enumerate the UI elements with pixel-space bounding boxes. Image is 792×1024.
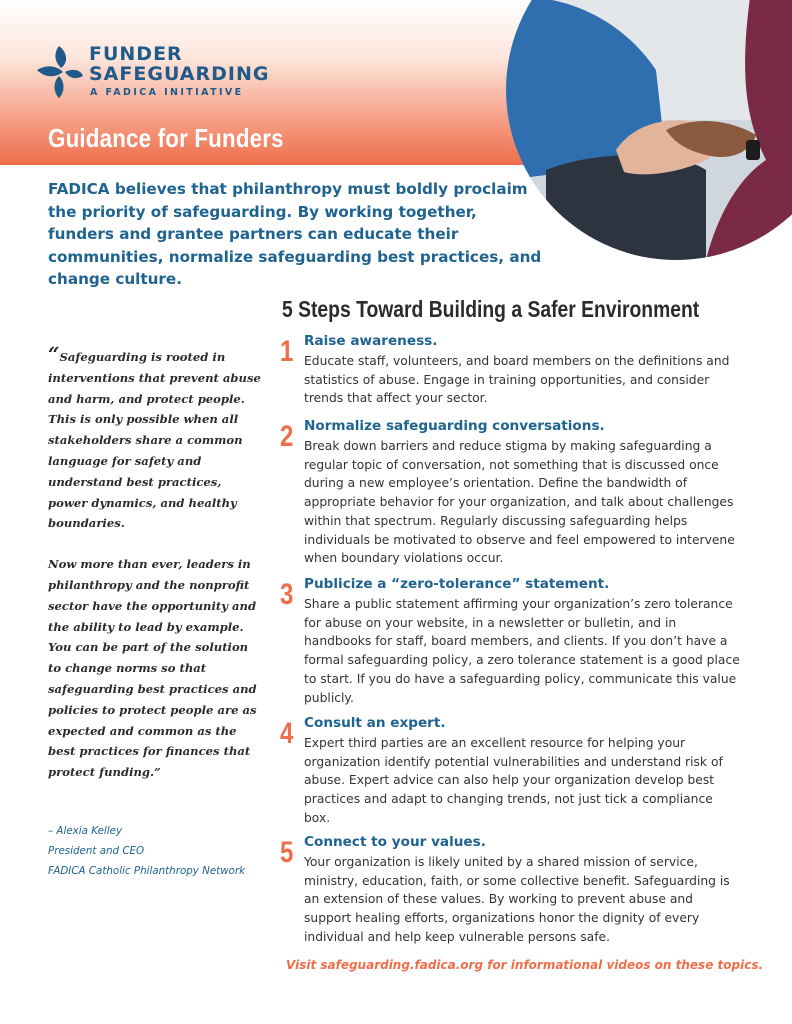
step-body: Share a public statement affirming your organization’s zero tolerance for abuse on your website, in a newsletter or bulletin, and in handbooks for staff, board members, and clients. If you don’t have a formal safeguarding policy, a zero tolerance statement is a good place to start. If you do have a safeguarding policy, communicate this value publicly. <box>304 597 740 705</box>
attribution-org: FADICA Catholic Philanthropy Network <box>48 864 246 877</box>
page-title: Guidance for Funders <box>48 123 284 153</box>
logo-text-safeguarding: SAFEGUARDING <box>89 63 270 85</box>
step-1 <box>280 333 740 413</box>
pull-quote <box>48 344 263 803</box>
step-heading: Connect to your values. <box>304 834 486 850</box>
quote-open-mark: “ <box>48 342 60 366</box>
quote-paragraph-2: Now more than ever, leaders in philanthropy and the nonprofit sector have the opportunity and the ability to lead by example. You can be part of the solution to change norms so that safeguarding best practices and policies to protect people are as expected and common as the best practices for finances that protect funding.” <box>48 557 257 780</box>
logo-text-initiative: A FADICA INITIATIVE <box>90 87 244 98</box>
step-number: 1 <box>280 335 294 368</box>
quote-text-1: Safeguarding is rooted in interventions that prevent abuse and harm, and protect people. This is only possible when all stakeholders share a common language for safety and understand best practices, power dynamics, and healthy boundaries. <box>48 350 261 531</box>
steps-section-title: 5 Steps Toward Building a Safer Environment <box>282 296 700 322</box>
attribution-role: President and CEO <box>48 844 145 857</box>
step-body: Educate staff, volunteers, and board members on the definitions and statistics of abuse. Engage in training opportunities, and consider trends that affect your sector. <box>304 354 730 406</box>
caregiver-hands-photo <box>506 0 792 260</box>
step-body: Break down barriers and reduce stigma by making safeguarding a regular topic of conversation, not something that is discussed once during a new employee’s orientation. Define the bandwidth of appropriate behavior for your organization, and talk about challenges within that spectrum. Regularly discussing safeguarding helps individuals be motivated to observe and feel empowered to intervene when boundary violations occur. <box>304 439 735 566</box>
step-body: Your organization is likely united by a shared mission of service, ministry, education, faith, or some collective benefit. Safeguarding is an extension of these values. By working to prevent abuse and support healing efforts, organizations honor the dignity of every individual and help keep vulnerable persons safe. <box>304 855 730 944</box>
funder-safeguarding-logo <box>33 42 273 102</box>
step-heading: Raise awareness. <box>304 333 438 349</box>
intro-statement: FADICA believes that philanthropy must boldly proclaim the priority of safeguarding. By working together, funders and grantee partners can educate their communities, normalize safeguarding best practices, and change culture. <box>48 180 542 288</box>
step-heading: Normalize safeguarding conversations. <box>304 418 605 434</box>
attribution-name: – Alexia Kelley <box>48 825 123 837</box>
quote-paragraph-1 <box>48 344 263 534</box>
step-number: 4 <box>280 717 294 750</box>
step-number: 2 <box>280 420 294 453</box>
step-heading: Consult an expert. <box>304 715 446 731</box>
step-2 <box>280 418 740 568</box>
step-number: 3 <box>280 578 294 611</box>
step-5 <box>280 834 740 949</box>
footer-website-note: Visit safeguarding.fadica.org for informational videos on these topics. <box>286 958 764 972</box>
step-heading: Publicize a “zero-tolerance” statement. <box>304 576 610 592</box>
leaf-logo-icon <box>33 42 83 102</box>
quote-attribution <box>48 822 278 881</box>
step-4 <box>280 715 740 825</box>
step-number: 5 <box>280 836 294 869</box>
step-body: Expert third parties are an excellent resource for helping your organization identify potential vulnerabilities and understand risk of abuse. Expert advice can also help your organization develop best practices and adapt to changing trends, not just tick a compliance box. <box>304 736 723 825</box>
step-3 <box>280 576 740 706</box>
logo-text-funder: FUNDER <box>89 43 183 65</box>
photo-illustration <box>506 0 792 260</box>
